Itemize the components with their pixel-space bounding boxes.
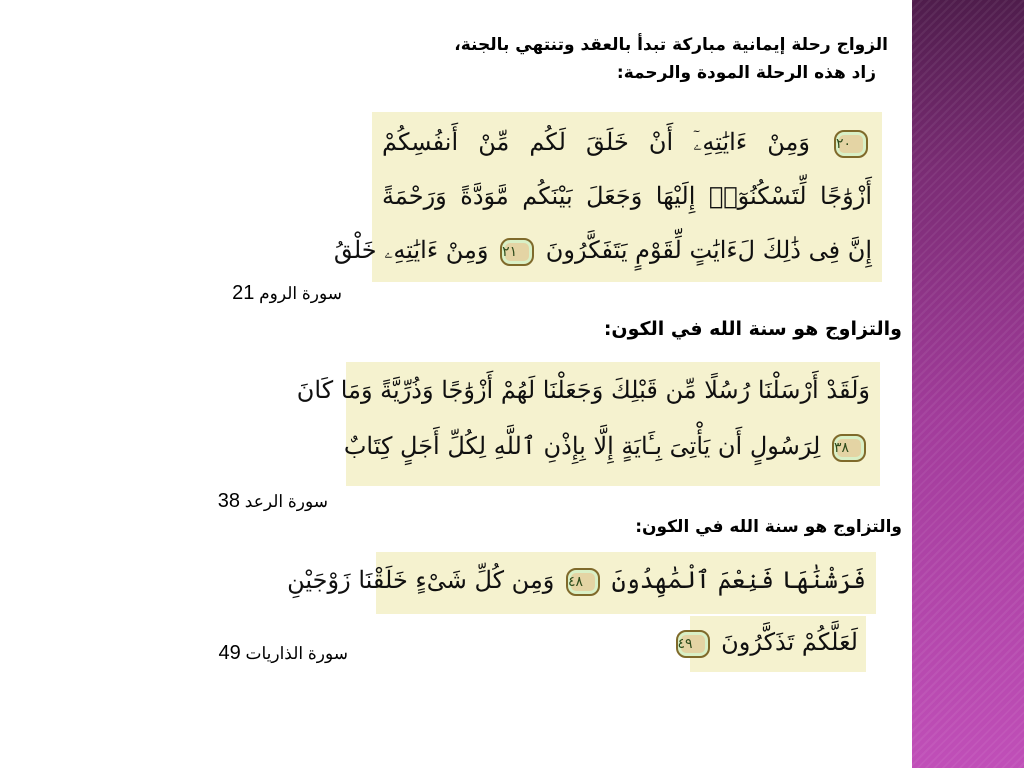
verse-line — [333, 236, 872, 266]
ayah-marker: ٣٨ — [832, 434, 866, 462]
ayah-marker: ٢٠ — [834, 130, 868, 158]
surah-caption — [218, 642, 348, 665]
verse-text: وَمِنْ ءَايَٰتِهِۦٓ أَنْ خَلَقَ لَكُم مِّنْ أَنفُسِكُمْ — [382, 128, 810, 156]
surah-name: سورة الروم — [259, 284, 342, 303]
verse-image-adh-dhariyat — [287, 552, 876, 614]
verse-image-ar-rad — [296, 362, 880, 486]
surah-caption — [218, 490, 328, 513]
verse-text: وَلَقَدْ أَرْسَلْنَا رُسُلًا مِّن قَبْلِكَ وَجَعَلْنَا لَهُمْ أَزْوَٰجًا وَذُرِّيَّةً وَمَا كَانَ — [296, 376, 870, 404]
verse-text: لَعَلَّكُمْ تَذَكَّرُونَ — [721, 628, 858, 656]
verse-text: فَرَشْنَٰهَا فَنِعْمَ ٱلْمَٰهِدُونَ — [611, 566, 866, 594]
verse-text: إِنَّ فِى ذَٰلِكَ لَءَايَٰتٍ لِّقَوْمٍ يَتَفَكَّرُونَ — [545, 236, 872, 264]
ayah-marker: ٢١ — [500, 238, 534, 266]
ayah-marker: ٤٨ — [566, 568, 600, 596]
verse-line — [382, 182, 872, 210]
verse-text: وَمِن كُلِّ شَىْءٍ خَلَقْنَا زَوْجَيْنِ — [287, 566, 555, 594]
intro-line-2: زاد هذه الرحلة المودة والرحمة: — [616, 63, 876, 83]
verse-image-ar-rum — [333, 112, 882, 282]
decorative-side-panel — [912, 0, 1024, 768]
verse-text: أَزْوَٰجًا لِّتَسْكُنُوٓا۟ إِلَيْهَا وَجَعَلَ بَيْنَكُم مَّوَدَّةً وَرَحْمَةً — [382, 182, 872, 210]
ayah-number: 21 — [232, 282, 255, 304]
panel-texture — [912, 0, 1024, 768]
verse-line — [382, 128, 872, 158]
surah-name: سورة الرعد — [244, 492, 328, 511]
ayah-number: 49 — [218, 642, 241, 664]
ayah-marker: ٤٩ — [676, 630, 710, 658]
verse-line — [287, 566, 866, 596]
verse-line — [343, 432, 870, 462]
verse-image-adh-dhariyat-end — [677, 616, 866, 672]
verse-text: لِرَسُولٍ أَن يَأْتِىَ بِـَٔايَةٍ إِلَّا بِإِذْنِ ٱللَّهِ لِكُلِّ أَجَلٍ كِتَابٌ — [343, 432, 821, 460]
surah-name: سورة الذاريات — [245, 644, 348, 663]
verse-line — [677, 628, 858, 658]
section-heading: والتزاوج هو سنة الله في الكون: — [635, 517, 902, 537]
verse-text: وَمِنْ ءَايَٰتِهِۦ خَلْقُ — [333, 236, 489, 264]
intro-line-1: الزواج رحلة إيمانية مباركة تبدأ بالعقد وتنتهي بالجنة، — [454, 35, 888, 55]
verse-line — [296, 376, 870, 404]
section-heading: والتزاوج هو سنة الله في الكون: — [603, 318, 902, 340]
ayah-number: 38 — [217, 490, 241, 512]
surah-caption — [232, 282, 342, 305]
